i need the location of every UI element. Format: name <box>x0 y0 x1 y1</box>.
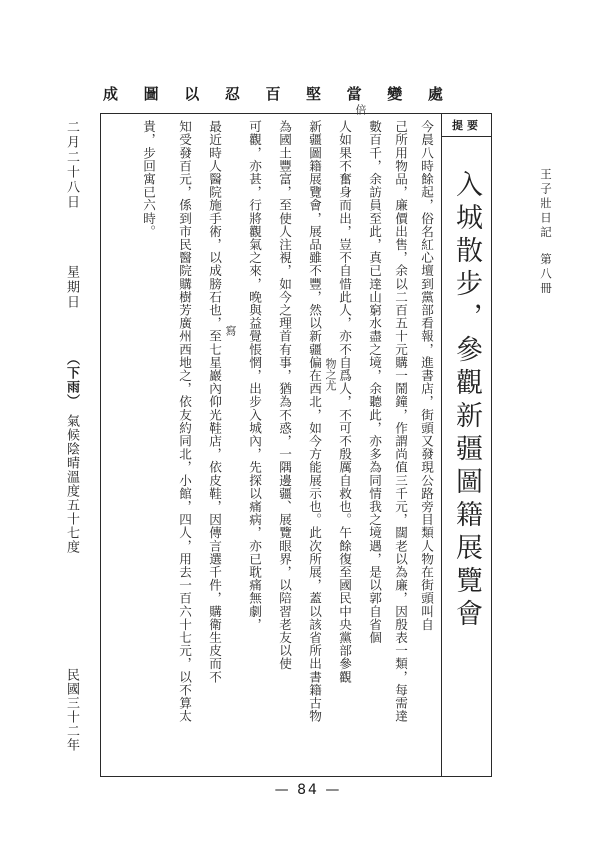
entry-line: 新疆圖籍展覽會，展品雖不豐，然以新疆偏在西北，如今方能展示也。此次所展，蓋以該省所出書籍古物 <box>307 120 322 723</box>
motto-char: 處 <box>427 84 443 103</box>
interlinear-note: 倍 <box>354 104 367 115</box>
motto-char: 成 <box>103 84 119 103</box>
motto-char: 忍 <box>224 84 240 103</box>
diary-title-margin <box>538 168 554 296</box>
entry-line: 知受發百元，係到市民醫院購樹芳廣州西地之，依友約同北，小館，四人，用去一百六十七元，以不算太 <box>177 120 192 723</box>
entry-line: 可觀，亦甚，行將觀氣之來，晚與益覺悵惘，出步入城內，先探以痛病，亦已耽痛無劇， <box>247 120 262 631</box>
entry-line: 最近時人醫院施手術，以成膀石也，至七星巖內仰光鞋店，依皮鞋，因傳言選千件，購衛生皮而不 <box>207 120 222 684</box>
entry-line: 為國土豐富，至使人注視，如今之理首有事，猶為不惑，一隅邊疆、展覽眼界，以陪習老友以使 <box>277 120 292 671</box>
entry-period: （下雨） <box>64 352 79 408</box>
interlinear-note: 寫 <box>224 325 237 336</box>
motto-char: 百 <box>265 84 281 103</box>
entry-line: 今晨八時餘起，俗名紅心壇到黨部看報，進書店，街頭又發現公路旁目類人物在街頭叫自 <box>419 120 434 631</box>
motto-char: 當 <box>346 84 362 103</box>
volume-label: 第八冊 <box>539 252 553 296</box>
motto-char: 圖 <box>143 84 159 103</box>
motto-char: 堅 <box>306 84 322 103</box>
entry-line: 貴，步回寓已六時。 <box>141 120 156 238</box>
entry-date: 二月二十八日 <box>64 120 79 210</box>
entry-weather: 氣候陰晴溫度五十七度 <box>64 414 79 554</box>
motto-banner <box>103 82 443 104</box>
entry-weekday: 星期日 <box>64 265 79 310</box>
summary-header: 提要 <box>441 114 492 137</box>
entry-line: 己所用物品，廉價出售，余以二百五十元購一鬧鐘，作謂尚值三千元，闊老以為廉，因殷表一類，每需達 <box>393 120 408 723</box>
motto-char: 變 <box>387 84 403 103</box>
summary-divider <box>441 136 442 776</box>
interlinear-note: 物之尤 <box>324 358 337 391</box>
entry-line: 人如果不奮身而出，豈不自惜此人，亦不自爲人，不可不殷厲自救也。午餘復至國民中央黨部參觀 <box>337 120 352 684</box>
diary-title: 王子壯日記 <box>539 168 553 241</box>
page-number: — 84 — <box>274 782 342 798</box>
entry-year: 民國三十二年 <box>64 668 79 752</box>
entry-line: 數百千，余訪員至此，真已達山窮水盡之境，余聽此，亦多為同情我之境遇，是以郭自省個 <box>367 120 382 644</box>
summary-text: 入城散步，參觀新疆圖籍展覽會 <box>451 170 482 632</box>
motto-char: 以 <box>184 84 200 103</box>
